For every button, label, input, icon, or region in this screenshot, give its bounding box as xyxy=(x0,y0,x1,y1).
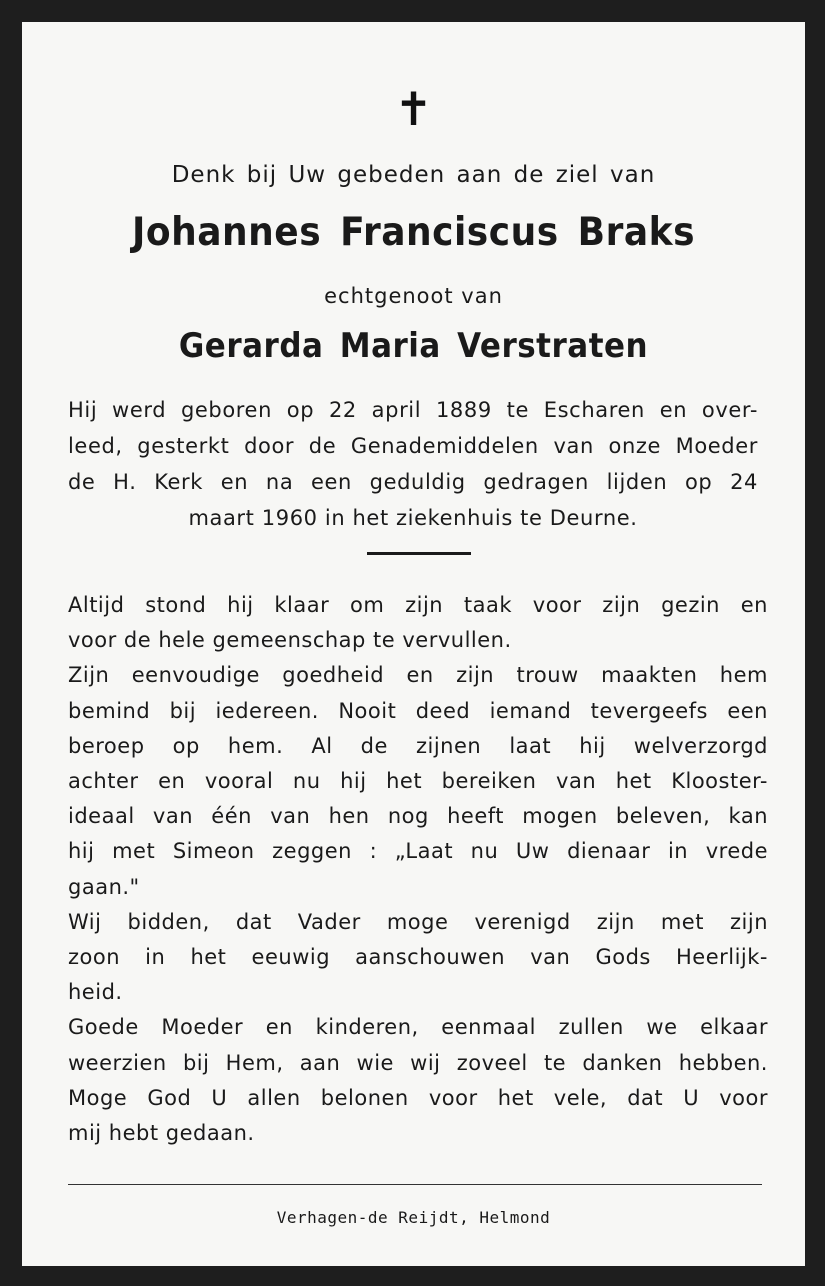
spouse-name: Gerarda Maria Verstraten xyxy=(178,326,649,366)
text-line: voor de hele gemeenschap te vervullen. xyxy=(68,628,512,653)
memorial-text xyxy=(68,588,768,1151)
text-line: gaan." xyxy=(68,874,140,899)
text-line: achter en vooral nu hij het bereiken van het Klooster- xyxy=(68,769,768,794)
text-line: beroep op hem. Al de zijnen laat hij welverzorgd xyxy=(68,733,768,758)
deceased-name: Johannes Franciscus Braks xyxy=(131,210,696,255)
bio-line: leed, gesterkt door de Genademiddelen van onze Moeder xyxy=(68,434,758,458)
bio-line: Hij werd geboren op 22 april 1889 te Escharen en over- xyxy=(68,398,758,422)
section-divider xyxy=(367,552,471,555)
text-line: mij hebt gedaan. xyxy=(68,1121,255,1146)
footer-divider xyxy=(68,1184,762,1185)
memorial-card xyxy=(22,22,805,1266)
text-line: weerzien bij Hem, aan wie wij zoveel te danken hebben. xyxy=(68,1050,768,1075)
text-line: bemind bij iedereen. Nooit deed iemand tevergeefs een xyxy=(68,698,768,723)
text-line: Altijd stond hij klaar om zijn taak voor zijn gezin en xyxy=(68,593,768,617)
bio-line: maart 1960 in het ziekenhuis te Deurne. xyxy=(188,506,638,530)
biography-paragraph xyxy=(68,392,758,536)
intro-text: Denk bij Uw gebeden aan de ziel van xyxy=(171,162,656,188)
cross-icon: ✝ xyxy=(394,82,433,136)
text-line: Moge God U allen belonen voor het vele, dat U voor xyxy=(68,1085,768,1110)
spouse-label: echtgenoot van xyxy=(324,284,503,308)
bio-line: de H. Kerk en na een geduldig gedragen lijden op 24 xyxy=(68,470,758,494)
text-line: Wij bidden, dat Vader moge verenigd zijn met zijn xyxy=(68,909,768,934)
printer-credit: Verhagen-de Reijdt, Helmond xyxy=(276,1208,551,1227)
text-line: heid. xyxy=(68,980,123,1005)
text-line: ideaal van één van hen nog heeft mogen beleven, kan xyxy=(68,804,768,829)
text-line: Goede Moeder en kinderen, eenmaal zullen we elkaar xyxy=(68,1015,768,1040)
text-line: hij met Simeon zeggen : „Laat nu Uw dienaar in vrede xyxy=(68,839,768,864)
text-line: Zijn eenvoudige goedheid en zijn trouw maakten hem xyxy=(68,663,768,688)
text-line: zoon in het eeuwig aanschouwen van Gods Heerlijk- xyxy=(68,945,768,970)
